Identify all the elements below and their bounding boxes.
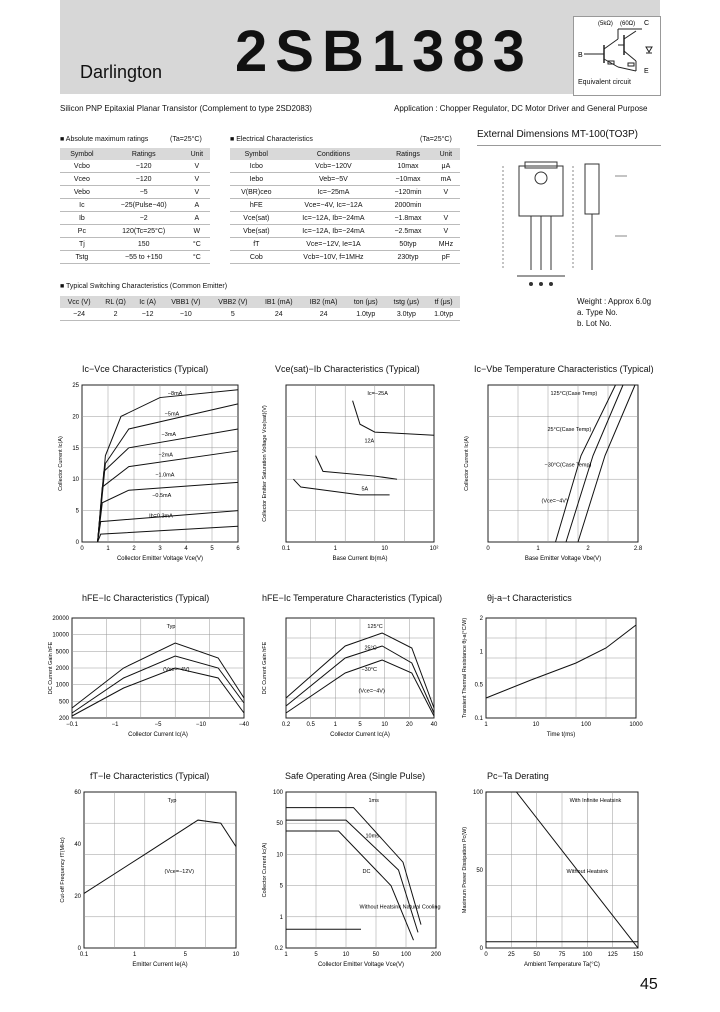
table-header: Vcc (V) [60,296,98,308]
switching-title: ■ Typical Switching Characteristics (Common Emitter) [60,283,228,290]
table-cell: Ic=−12A, Ib=−24mA [283,225,385,238]
table-cell: W [184,225,210,238]
table-header: tstg (μs) [386,296,428,308]
table-header: Ratings [104,148,184,160]
c8-title: Safe Operating Area (Single Pulse) [285,771,426,781]
c9-annotation: Without Heatsink [566,869,609,875]
table-row [230,212,460,225]
table-cell: A [184,212,210,225]
c6-ytick: 0.1 [474,716,483,722]
c2-annotation: 12A [364,438,375,445]
c2-annotation: 5A [361,486,369,493]
c8-annotation: Without Heatsink Natural Cooling [359,904,441,911]
c5-xtick: 0.5 [306,722,315,728]
c8-annotation: DC [362,869,371,875]
table-cell: 24 [301,308,346,321]
table-cell: 2000min [384,199,432,212]
c4-ytick: 10000 [52,632,69,639]
equivalent-circuit-box [573,16,661,96]
table-row [230,199,460,212]
c1-annotation: −8mA [167,391,183,397]
c5-xtick: 1 [333,722,338,728]
c7-ytick: 60 [74,790,81,796]
weight-note: Weight : Approx 6.0g [577,297,652,306]
table-cell: −120 [104,160,184,173]
table-cell: 120(Tc=25°C) [104,225,184,238]
c9-xlabel: Ambient Temperature Ta(°C) [524,962,600,968]
table-cell: −10 [162,308,209,321]
table-cell: Icbo [230,160,283,173]
table-cell: Vce=−12V, Ie=1A [283,238,385,251]
c7-xtick: 0.1 [79,952,89,958]
table-cell: Ib [60,212,104,225]
c6-ytick: 0.5 [474,682,483,689]
table-header-row [60,148,210,160]
table-cell: pF [432,251,460,264]
table-row [60,308,460,321]
table-cell: 3.0typ [386,308,428,321]
c9-xtick: 0 [484,952,488,958]
c9-plot [456,786,668,982]
c8-xtick: 200 [430,952,442,958]
table-row [230,160,460,173]
c7-ylabel: Cut-off Frequency fT(MHz) [60,837,66,903]
c4-ytick: 20000 [52,616,69,622]
c3-ylabel: Collector Current Ic(A) [464,436,470,491]
page-number: 45 [640,976,658,993]
table-cell: 2 [98,308,133,321]
c7-plot [54,786,266,982]
c4-ytick: 500 [58,699,69,706]
table-cell: Pc [60,225,104,238]
table-cell: fT [230,238,283,251]
table-row [230,186,460,199]
table-cell: −1.8max [384,212,432,225]
c4-ytick: 5000 [55,649,69,656]
c6-xtick: 1 [484,722,488,728]
c5-xtick: 5 [358,722,362,728]
electrical-title: ■ Electrical Characteristics [230,136,313,143]
c8-xtick: 100 [400,952,412,958]
c9-ytick: 100 [472,790,483,796]
c1-xtick: 4 [184,546,188,552]
c6-ytick: 1 [479,649,483,656]
table-header: ton (μs) [346,296,386,308]
c3-annotation: (Vce=−4V) [541,498,568,505]
c2-plot [256,379,464,576]
c3-xtick: 2 [586,546,590,552]
c7-ytick: 0 [77,946,81,952]
table-cell [432,199,460,212]
c1-ytick: 20 [72,414,79,421]
c5-annotation: (Vce=−4V) [358,688,385,695]
c1-curve [98,526,238,542]
abs-max-table [60,148,210,264]
c7-xlabel: Emitter Current Ie(A) [132,962,188,968]
electrical-condition: (Ta=25°C) [420,136,452,143]
table-row [60,173,210,186]
table-cell: Iebo [230,173,283,186]
table-cell: Ic=−25mA [283,186,385,199]
table-header: Symbol [230,148,283,160]
c4-xtick: −40 [238,722,250,728]
table-cell: MHz [432,238,460,251]
table-cell: Vbe(sat) [230,225,283,238]
table-cell: 5 [209,308,256,321]
table-cell: 50typ [384,238,432,251]
table-cell: 150 [104,238,184,251]
c9-annotation: With Infinite Heatsink [569,798,622,804]
table-header: VBB2 (V) [209,296,256,308]
svg-text:C: C [644,20,650,27]
c2-xtick: 10² [429,546,439,552]
table-header: VBB1 (V) [162,296,209,308]
c1-xlabel: Collector Emitter Voltage Vce(V) [116,556,204,562]
table-row [60,225,210,238]
table-cell: −120min [384,186,432,199]
c5-plot [256,612,464,752]
table-cell: Ic [60,199,104,212]
c6-xtick: 10 [532,722,540,728]
c9-ytick: 0 [479,946,483,952]
table-cell: −2 [104,212,184,225]
table-cell: °C [184,251,210,264]
c7-ytick: 20 [74,894,81,900]
table-cell: 10max [384,160,432,173]
switching-table [60,296,460,321]
table-header: Ratings [384,148,432,160]
c1-annotation: −0.5mA [152,493,172,500]
table-cell: −120 [104,173,184,186]
c1-xtick: 2 [132,546,136,552]
table-header: Ic (A) [133,296,162,308]
c5-title: hFE−Ic Temperature Characteristics (Typical) [262,593,443,603]
table-header: RL (Ω) [98,296,133,308]
c7-xtick: 5 [183,952,188,958]
c1-plot [52,379,268,576]
c1-xtick: 5 [210,546,214,552]
table-cell: −5 [104,186,184,199]
table-cell: Vce=−4V, Ic=−12A [283,199,385,212]
table-row [230,251,460,264]
c4-xtick: −1 [111,722,119,728]
eq-resistor-2: (60Ω) [620,21,636,27]
c3-annotation: −30°C(Case Temp) [544,462,592,469]
c6-ylabel: Transient Thermal Resistance θj-a(°C/W) [462,617,468,719]
c1-annotation: Ib=0.3mA [149,513,173,520]
c6-ytick: 2 [479,616,483,622]
table-cell: −55 to +150 [104,251,184,264]
table-cell: Vebo [60,186,104,199]
table-cell: V [432,212,460,225]
table-cell: Vcb=−10V, f=1MHz [283,251,385,264]
c4-ytick: 200 [58,716,69,722]
c1-xtick: 3 [158,546,162,552]
table-cell: V(BR)ceo [230,186,283,199]
c2-xtick: 1 [333,546,338,552]
c1-curve [98,429,238,542]
c5-xtick: 20 [405,722,413,728]
c8-xtick: 1 [284,952,288,958]
c7-title: fT−Ie Characteristics (Typical) [90,771,210,781]
table-cell: −24 [60,308,98,321]
c4-curve [72,668,244,716]
table-cell: Ic=−12A, Ib=−24mA [283,212,385,225]
table-header: Symbol [60,148,104,160]
table-cell: −10max [384,173,432,186]
c5-xtick: 10 [381,722,389,728]
c2-title: Vce(sat)−Ib Characteristics (Typical) [275,364,420,374]
c8-xtick: 50 [372,952,380,958]
table-row [230,225,460,238]
c8-ytick: 5 [279,883,283,890]
c9-xtick: 125 [607,952,618,958]
table-row [60,212,210,225]
part-number: 2SB1383 [235,19,533,84]
table-row [230,173,460,186]
equivalent-circuit-label: Equivalent circuit [578,79,631,86]
c8-ytick: 100 [272,790,283,796]
table-row [230,238,460,251]
electrical-table [230,148,460,264]
c7-curve [84,820,236,893]
table-header: IB2 (mA) [301,296,346,308]
type-no-note: a. Type No. [577,308,618,317]
c8-ytick: 0.2 [274,946,283,952]
table-header: IB1 (mA) [256,296,301,308]
lot-no-note: b. Lot No. [577,319,612,328]
table-cell: mA [432,173,460,186]
c7-xtick: 10 [232,952,240,958]
c8-annotation: 10ms [365,833,379,840]
c4-title: hFE−Ic Characteristics (Typical) [82,593,210,603]
c8-ytick: 50 [276,821,283,828]
c3-annotation: 125°C(Case Temp) [550,391,598,397]
c3-xtick: 2.8 [633,546,643,552]
c8-ylabel: Collector Current Ic(A) [262,842,268,898]
external-dimensions-title: External Dimensions MT-100(TO3P) [477,129,638,140]
c2-xtick: 0.1 [281,546,291,552]
c5-xtick: 40 [430,722,438,728]
c8-ytick: 1 [279,914,283,921]
table-cell: °C [184,238,210,251]
c3-plot [458,379,668,576]
c1-ytick: 15 [72,445,79,452]
c2-annotation: Ic=−25A [367,391,388,397]
c5-annotation: 25°C [364,645,377,652]
series-label: Darlington [80,62,163,82]
c1-ytick: 25 [72,383,79,389]
table-cell: μA [432,160,460,173]
c4-curve [72,643,244,708]
c6-xtick: 1000 [629,722,643,728]
table-cell: Tstg [60,251,104,264]
c4-ytick: 2000 [55,666,69,672]
c4-annotation: (Vce=−4V) [163,667,190,673]
table-header: Conditions [283,148,385,160]
c4-xtick: −0.1 [66,722,78,728]
c9-ylabel: Maximum Power Dissipation Pc(W) [462,826,468,914]
c6-xlabel: Time t(ms) [546,732,576,738]
table-cell: 1.0typ [427,308,460,321]
c1-ytick: 5 [75,508,79,515]
c2-xtick: 10 [381,546,389,552]
c7-ytick: 40 [74,842,81,848]
c1-ytick: 10 [72,477,79,484]
table-cell: Vce(sat) [230,212,283,225]
c3-annotation: 25°C(Case Temp) [547,426,592,433]
c7-frame [84,792,236,948]
c6-xtick: 100 [580,722,592,728]
eq-resistor-1: (5kΩ) [598,21,613,27]
table-cell: Cob [230,251,283,264]
table-cell: V [184,173,210,186]
table-header-row [230,148,460,160]
table-cell: hFE [230,199,283,212]
c4-xtick: −5 [154,722,162,728]
c8-xtick: 10 [342,952,350,958]
table-row [60,238,210,251]
c6-title: θj-a−t Characteristics [487,593,572,603]
c8-curve [286,820,418,932]
equivalent-circuit-diagram [574,17,660,79]
table-cell: −12 [133,308,162,321]
svg-text:B: B [578,52,583,59]
c1-title: Ic−Vce Characteristics (Typical) [82,364,209,374]
c1-annotation: −3mA [161,431,177,438]
c7-xtick: 1 [132,952,137,958]
table-cell: Vcbo [60,160,104,173]
package-outline-drawing [477,146,661,296]
table-cell: 1.0typ [346,308,386,321]
subtitle: Silicon PNP Epitaxial Planar Transistor (Complement to type 2SD2083) [60,104,312,113]
c1-xtick: 0 [80,546,84,552]
c4-annotation: Typ [166,624,176,630]
abs-max-condition: (Ta=25°C) [170,136,202,143]
table-row [60,251,210,264]
table-row [60,186,210,199]
table-cell: V [432,186,460,199]
c5-annotation: 125°C [367,624,383,630]
table-header-row [60,296,460,308]
table-header: Unit [432,148,460,160]
c1-xtick: 6 [236,546,240,552]
c4-ylabel: DC Current Gain hFE [48,641,54,695]
table-cell: V [184,160,210,173]
c3-xlabel: Base Emitter Voltage Vbe(V) [524,556,602,562]
application: Application : Chopper Regulator, DC Motor Driver and General Purpose [394,104,648,113]
c8-annotation: 1ms [368,798,379,804]
table-cell: A [184,199,210,212]
c4-ytick: 1000 [55,682,69,689]
table-header: Unit [184,148,210,160]
c9-title: Pc−Ta Derating [487,771,549,781]
c1-ytick: 0 [75,540,79,546]
c5-xtick: 0.2 [281,722,291,728]
table-cell: V [432,225,460,238]
c1-ylabel: Collector Current Ic(A) [58,436,64,491]
c2-curve [353,401,434,436]
c5-annotation: −30°C [361,667,377,673]
c8-ytick: 10 [276,852,283,859]
table-cell: V [184,186,210,199]
table-cell: 230typ [384,251,432,264]
c3-xtick: 0 [486,546,490,552]
table-cell: Vceo [60,173,104,186]
c3-xtick: 1 [536,546,540,552]
c6-curve [486,625,636,698]
c4-xtick: −10 [195,722,207,728]
c5-ylabel: DC Current Gain hFE [262,641,268,695]
table-cell: −2.5max [384,225,432,238]
c1-xtick: 1 [106,546,110,552]
package-notes [577,296,651,329]
c9-xtick: 75 [558,952,566,958]
c1-annotation: −1.0mA [155,472,175,479]
c6-plot [456,612,666,752]
c9-xtick: 50 [533,952,541,958]
c2-ylabel: Collector Emitter Saturation Voltage Vce(sat)(V) [262,405,268,522]
c3-title: Ic−Vbe Temperature Characteristics (Typical) [474,364,654,374]
c9-xtick: 100 [582,952,593,958]
c4-plot [42,612,274,752]
c9-xtick: 25 [507,952,515,958]
c7-annotation: Typ [167,798,177,804]
table-row [60,199,210,212]
c8-plot [256,786,466,982]
abs-max-title: ■ Absolute maximum ratings [60,136,149,143]
c1-annotation: −5mA [164,411,180,418]
c8-xlabel: Collector Emitter Voltage Vce(V) [317,962,405,968]
table-cell: Tj [60,238,104,251]
c2-curve [316,456,397,480]
c9-ytick: 50 [476,868,483,874]
c1-annotation: −2mA [158,452,173,459]
c8-xtick: 5 [314,952,318,958]
c4-xlabel: Collector Current Ic(A) [128,732,188,738]
c2-curve [293,479,389,495]
table-row [60,160,210,173]
table-cell: Vcb=−120V [283,160,385,173]
table-header: tf (μs) [427,296,460,308]
c2-frame [286,385,434,542]
c9-xtick: 150 [632,952,644,958]
table-cell: 24 [256,308,301,321]
c2-xlabel: Base Current Ib(mA) [332,556,388,562]
c7-annotation: (Vce=−12V) [164,869,194,875]
c6-frame [486,618,636,718]
svg-text:E: E [644,68,649,75]
table-cell: −25(Pulse−40) [104,199,184,212]
c5-xlabel: Collector Current Ic(A) [330,732,390,738]
table-cell: Veb=−5V [283,173,385,186]
